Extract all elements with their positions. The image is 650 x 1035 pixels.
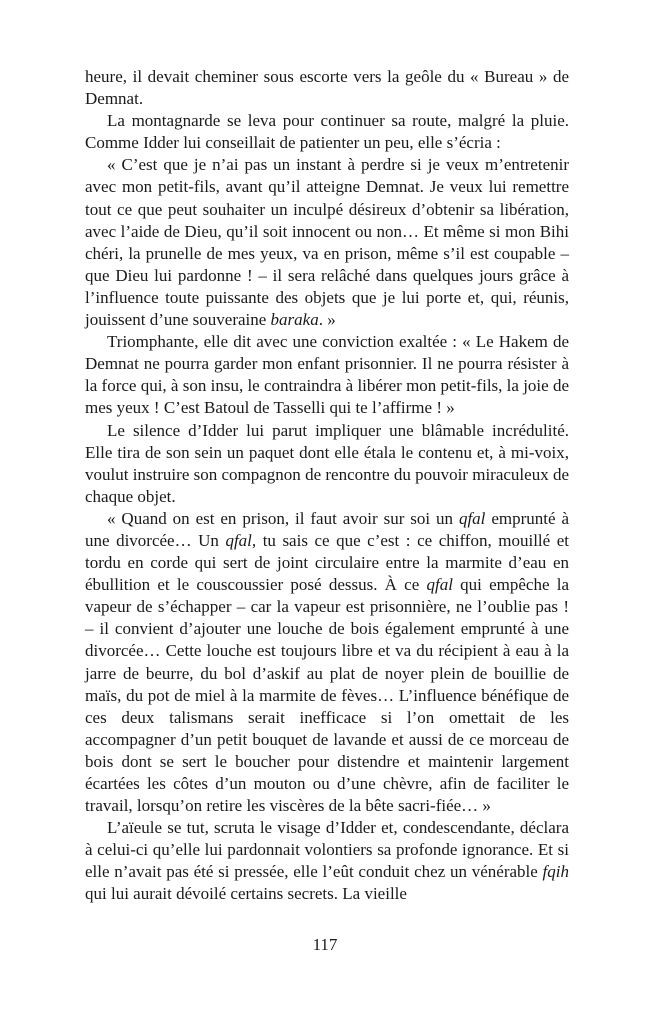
- text-run: . »: [318, 310, 336, 330]
- text-run: La montagnarde se leva pour continuer sa route, malgré la pluie. Comme Idder lui conseillait de patienter un peu, elle s’écria :: [85, 111, 569, 153]
- italic-term: qfal,: [225, 530, 257, 550]
- paragraph: [85, 331, 569, 419]
- italic-term: qfal: [458, 508, 486, 528]
- paragraph: [85, 420, 569, 508]
- text-run: qui lui aurait dévoilé certains secrets. La vieille: [85, 884, 407, 904]
- paragraph: [85, 110, 569, 154]
- text-run: heure, il devait cheminer sous escorte vers la geôle du « Bureau » de Demnat.: [85, 67, 569, 109]
- text-run: emprunté à une divorcée… Un: [85, 508, 569, 550]
- paragraph: [85, 154, 569, 331]
- italic-term: baraka: [270, 310, 319, 330]
- italic-term: fqih: [542, 862, 569, 882]
- page-number: 117: [312, 935, 338, 954]
- page-body: [85, 66, 569, 906]
- text-run: Le silence d’Idder lui parut impliquer une blâmable incrédulité. Elle tira de son sein un paquet dont elle étala le contenu et, à mi-voix, voulut instruire son compagnon de rencontre du pouvoir miraculeux de chaque objet.: [85, 420, 569, 506]
- paragraph: [85, 817, 569, 905]
- text-run: « C’est que je n’ai pas un instant à perdre si je veux m’entretenir avec mon petit-fils, avant qu’il atteigne Demnat. Je veux lui remettre tout ce que peut souhaiter un inculpé désireux d’obtenir sa libération, avec l’aide de Dieu, qu’il soit innocent ou non… Et même si mon Bihi chéri, la prunelle de mes yeux, va en prison, même s’il est coupable – que Dieu lui pardonne ! – il sera relâché dans quelques jours grâce à l’influence toute puissante des objets que je lui porte et, qui, réunis, jouissent d’une souveraine: [85, 155, 569, 330]
- text-run: qui empêche la vapeur de s’échapper – car la vapeur est prisonnière, ne l’oublie pas ! – il convient d’ajouter une louche de bois également emprunté à une divorcée… Cette louche est toujours libre et va du récipient à eau à la jarre de beurre, du bol d’askif au plat de noyer plein de bouillie de maïs, du pot de miel à la marmite de fèves… L’influence bénéfique de ces deux talismans serait inefficace si l’on omettait de les accompagner d’un petit bouquet de lavande et aussi de ce morceau de bois dont se sert le boucher pour distendre et maintenir largement écartées les côtes d’un mouton ou d’une chèvre, afin de faciliter le travail, lorsqu’on retire les viscères de la bête sacri-fiée… »: [85, 575, 569, 816]
- paragraph: [85, 66, 569, 110]
- text-run: L’aïeule se tut, scruta le visage d’Idder et, condescendante, déclara à celui-ci qu’elle lui pardonnait volontiers sa profonde ignorance. Et si elle n’avait pas été si pressée, elle l’eût conduit chez un vénérable: [85, 818, 569, 882]
- text-run: tu sais ce que c’est : ce chiffon, mouillé et tordu en corde qui sert de joint circulaire entre la marmite d’eau en ébullition et le couscoussier posé dessus. À ce: [85, 530, 569, 595]
- paragraph: [85, 508, 569, 817]
- text-run: « Quand on est en prison, il faut avoir sur soi un: [107, 508, 459, 528]
- text-run: Triomphante, elle dit avec une conviction exaltée : « Le Hakem de Demnat ne pourra garder mon enfant prisonnier. Il ne pourra résister à la force qui, à son insu, le contraindra à libérer mon petit-fils, la joie de mes yeux ! C’est Batoul de Tasselli qui te l’affirme ! »: [85, 332, 569, 418]
- italic-term: qfal: [426, 575, 453, 595]
